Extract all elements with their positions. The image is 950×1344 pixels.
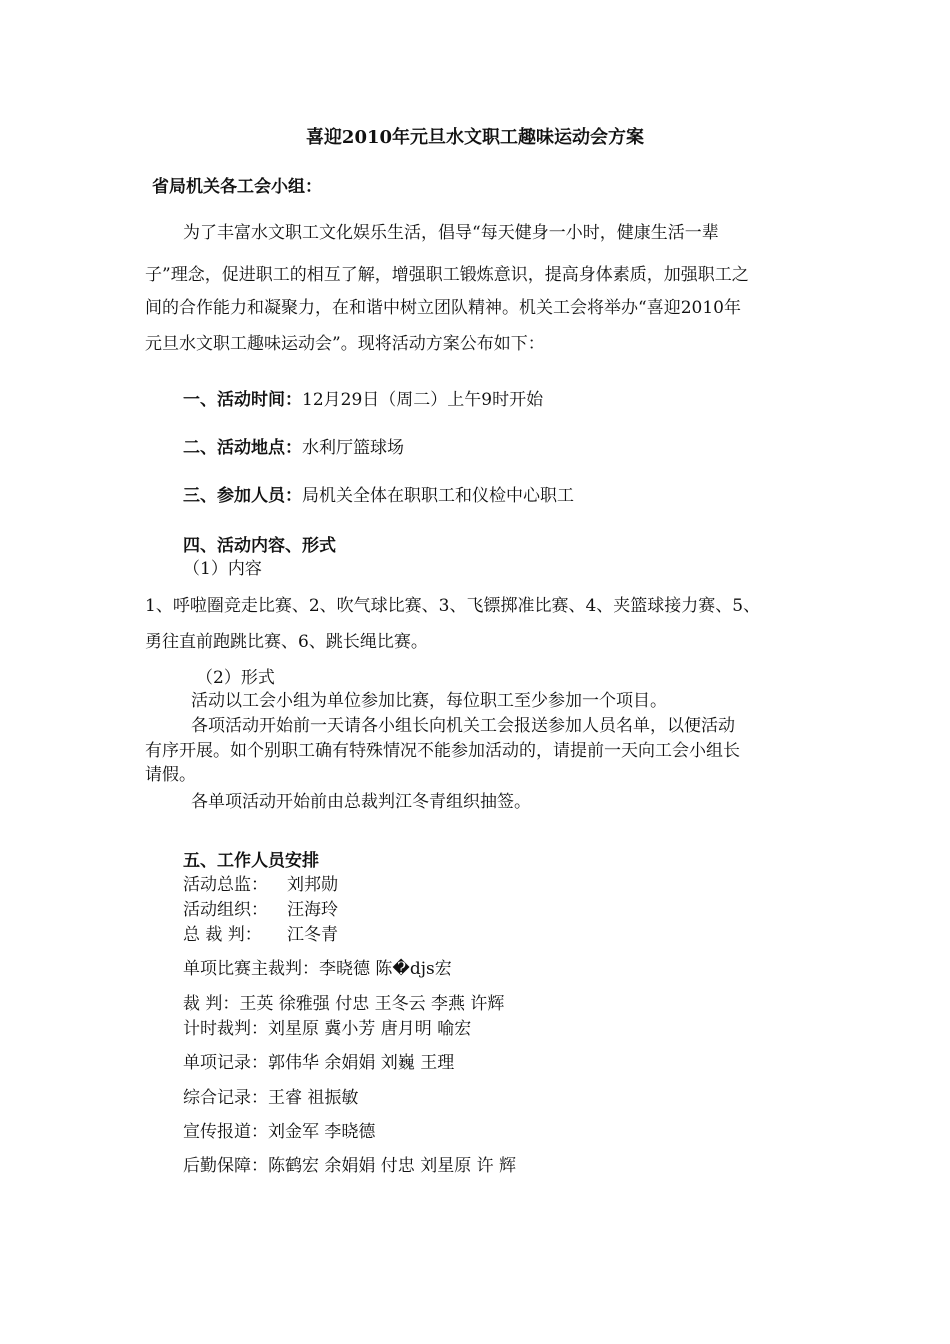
intro-line-2: 子”理念，促进职工的相互了解，增强职工锻炼意识，提高身体素质，加强职工之 [145,265,749,285]
staff-list-row [183,993,504,1015]
intro-line-4: 元旦水文职工趣味运动会”。现将活动方案公布如下： [145,334,545,354]
content-sub1: （1）内容 [183,559,262,579]
staff-list-row [183,1018,471,1040]
staff-list-row [183,1087,358,1109]
staff-list-label: 综合记录： [183,1088,268,1108]
staff-list-label: 计时裁判： [183,1019,268,1039]
staff-row [183,899,338,921]
place-line [183,437,404,459]
staff-row [183,924,338,946]
staff-list-names: 刘星原 冀小芳 唐月明 喻宏 [268,1019,472,1039]
staff-names: 汪海玲 [287,900,338,920]
staff-list-names: 王英 徐雅强 付忠 王冬云 李燕 许辉 [239,994,505,1014]
staff-names: 李晓德 陈�djs宏 [319,959,452,979]
staff-list-row [183,1155,516,1177]
time-line [183,389,543,411]
staff-list-names: 陈鹤宏 余娟娟 付忠 刘星原 许 辉 [268,1156,517,1176]
staff-names: 江冬青 [287,925,338,945]
time-label: 一、活动时间： [183,390,302,410]
form-line-1: 活动以工会小组为单位参加比赛，每位职工至少参加一个项目。 [191,691,667,711]
staff-list-label: 宣传报道： [183,1122,268,1142]
staff-label: 单项比赛主裁判： [183,959,319,979]
staff-list-names: 郭伟华 余娟娟 刘巍 王理 [268,1053,455,1073]
form-line-3: 有序开展。如个别职工确有特殊情况不能参加活动的，请提前一天向工会小组长 [145,741,740,761]
staff-list-label: 裁 判： [183,994,240,1014]
staff-heading: 五、工作人员安排 [183,851,319,871]
staff-list-label: 单项记录： [183,1053,268,1073]
salutation: 省局机关各工会小组： [152,177,322,197]
people-line [183,485,574,507]
content-items-2: 勇往直前跑跳比赛、6、跳长绳比赛。 [145,632,428,652]
staff-list-names: 王睿 祖振敏 [268,1088,359,1108]
staff-label: 活动总监： [183,875,268,895]
people-label: 三、参加人员： [183,486,302,506]
staff-list-row [183,1121,375,1143]
staff-names: 刘邦勋 [287,875,338,895]
staff-list-row [183,1052,454,1074]
staff-list-label: 后勤保障： [183,1156,268,1176]
content-sub2: （2）形式 [196,668,275,688]
place-label: 二、活动地点： [183,438,302,458]
staff-label: 活动组织： [183,900,268,920]
staff-label: 总 裁 判： [183,925,262,945]
place-value: 水利厅篮球场 [302,438,404,458]
page-title: 喜迎2010年元旦水文职工趣味运动会方案 [305,127,645,148]
intro-line-3: 间的合作能力和凝聚力，在和谐中树立团队精神。机关工会将举办“喜迎2010年 [145,298,741,318]
intro-line-1: 为了丰富水文职工文化娱乐生活，倡导“每天健身一小时，健康生活一辈 [183,223,719,243]
content-heading: 四、活动内容、形式 [183,536,336,556]
staff-row [183,874,338,896]
time-value: 12月29日（周二）上午9时开始 [302,390,544,410]
people-value: 局机关全体在职职工和仪检中心职工 [302,486,574,506]
form-line-5: 各单项活动开始前由总裁判江冬青组织抽签。 [191,792,531,812]
staff-list-names: 刘金军 李晓德 [268,1122,376,1142]
form-line-2: 各项活动开始前一天请各小组长向机关工会报送参加人员名单，以便活动 [191,716,735,736]
form-line-4: 请假。 [145,765,196,785]
staff-row [183,958,452,980]
content-items-1: 1、呼啦圈竞走比赛、2、吹气球比赛、3、飞镖掷准比赛、4、夹篮球接力赛、5、 [145,596,761,616]
